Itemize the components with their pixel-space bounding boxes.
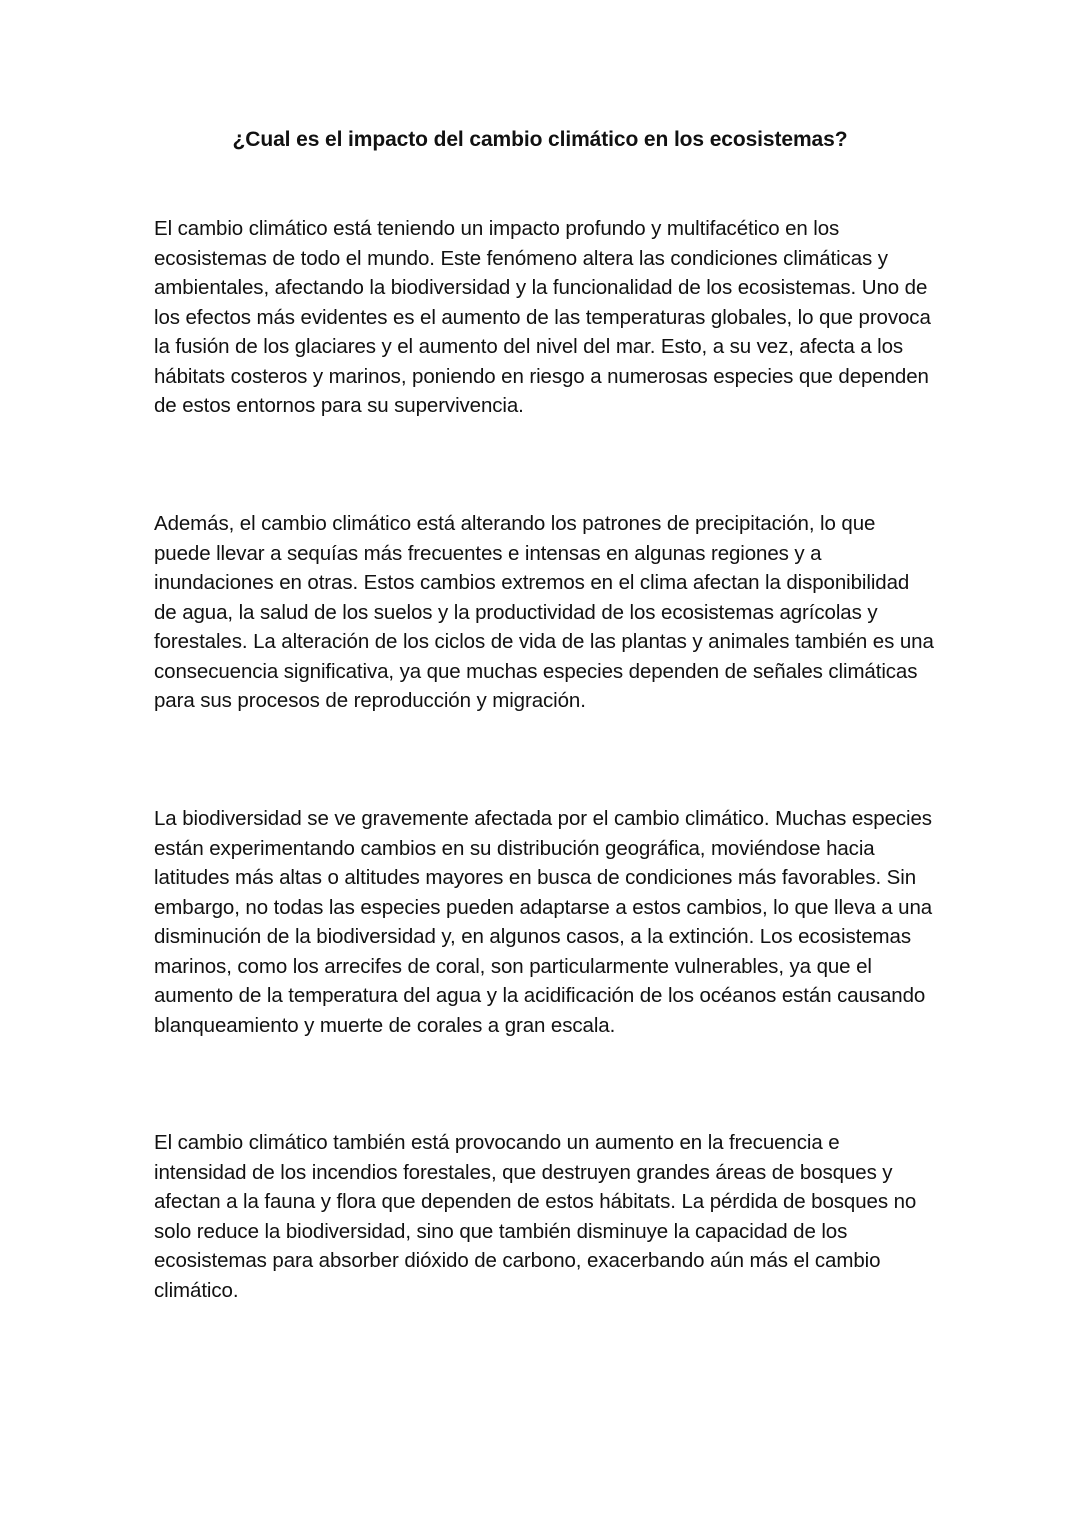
paragraph-1: El cambio climático está teniendo un impacto profundo y multifacético en los ecosistemas de todo el mundo. Este fenómeno altera las condiciones climáticas y ambientales, afectando la biodiversidad y la funcionalidad de los ecosistemas. Uno de los efectos más evidentes es el aumento de las temperaturas globales, lo que provoca la fusión de los glaciares y el aumento del nivel del mar. Esto, a su vez, afecta a los hábitats costeros y marinos, poniendo en riesgo a numerosas especies que dependen de estos entornos para su supervivencia. xyxy=(154,217,931,417)
page-title: ¿Cual es el impacto del cambio climático en los ecosistemas? xyxy=(232,128,848,151)
paragraph-4: El cambio climático también está provocando un aumento en la frecuencia e intensidad de los incendios forestales, que destruyen grandes áreas de bosques y afectan a la fauna y flora que dependen de estos hábitats. La pérdida de bosques no solo reduce la biodiversidad, sino que también disminuye la capacidad de los ecosistemas para absorber dióxido de carbono, exacerbando aún más el cambio climático. xyxy=(154,1131,917,1302)
paragraph-2: Además, el cambio climático está alterando los patrones de precipitación, lo que puede llevar a sequías más frecuentes e intensas en algunas regiones y a inundaciones en otras. Estos cambios extremos en el clima afectan la disponibilidad de agua, la salud de los suelos y la productividad de los ecosistemas agrícolas y forestales. La alteración de los ciclos de vida de las plantas y animales también es una consecuencia significativa, ya que muchas especies dependen de señales climáticas para sus procesos de reproducción y migración. xyxy=(154,512,934,712)
paragraph-3: La biodiversidad se ve gravemente afectada por el cambio climático. Muchas especies están experimentando cambios en su distribución geográfica, moviéndose hacia latitudes más altas o altitudes mayores en busca de condiciones más favorables. Sin embargo, no todas las especies pueden adaptarse a estos cambios, lo que lleva a una disminución de la biodiversidad y, en algunos casos, a la extinción. Los ecosistemas marinos, como los arrecifes de coral, son particularmente vulnerables, ya que el aumento de la temperatura del agua y la acidificación de los océanos están causando blanqueamiento y muerte de corales a gran escala. xyxy=(154,807,933,1037)
